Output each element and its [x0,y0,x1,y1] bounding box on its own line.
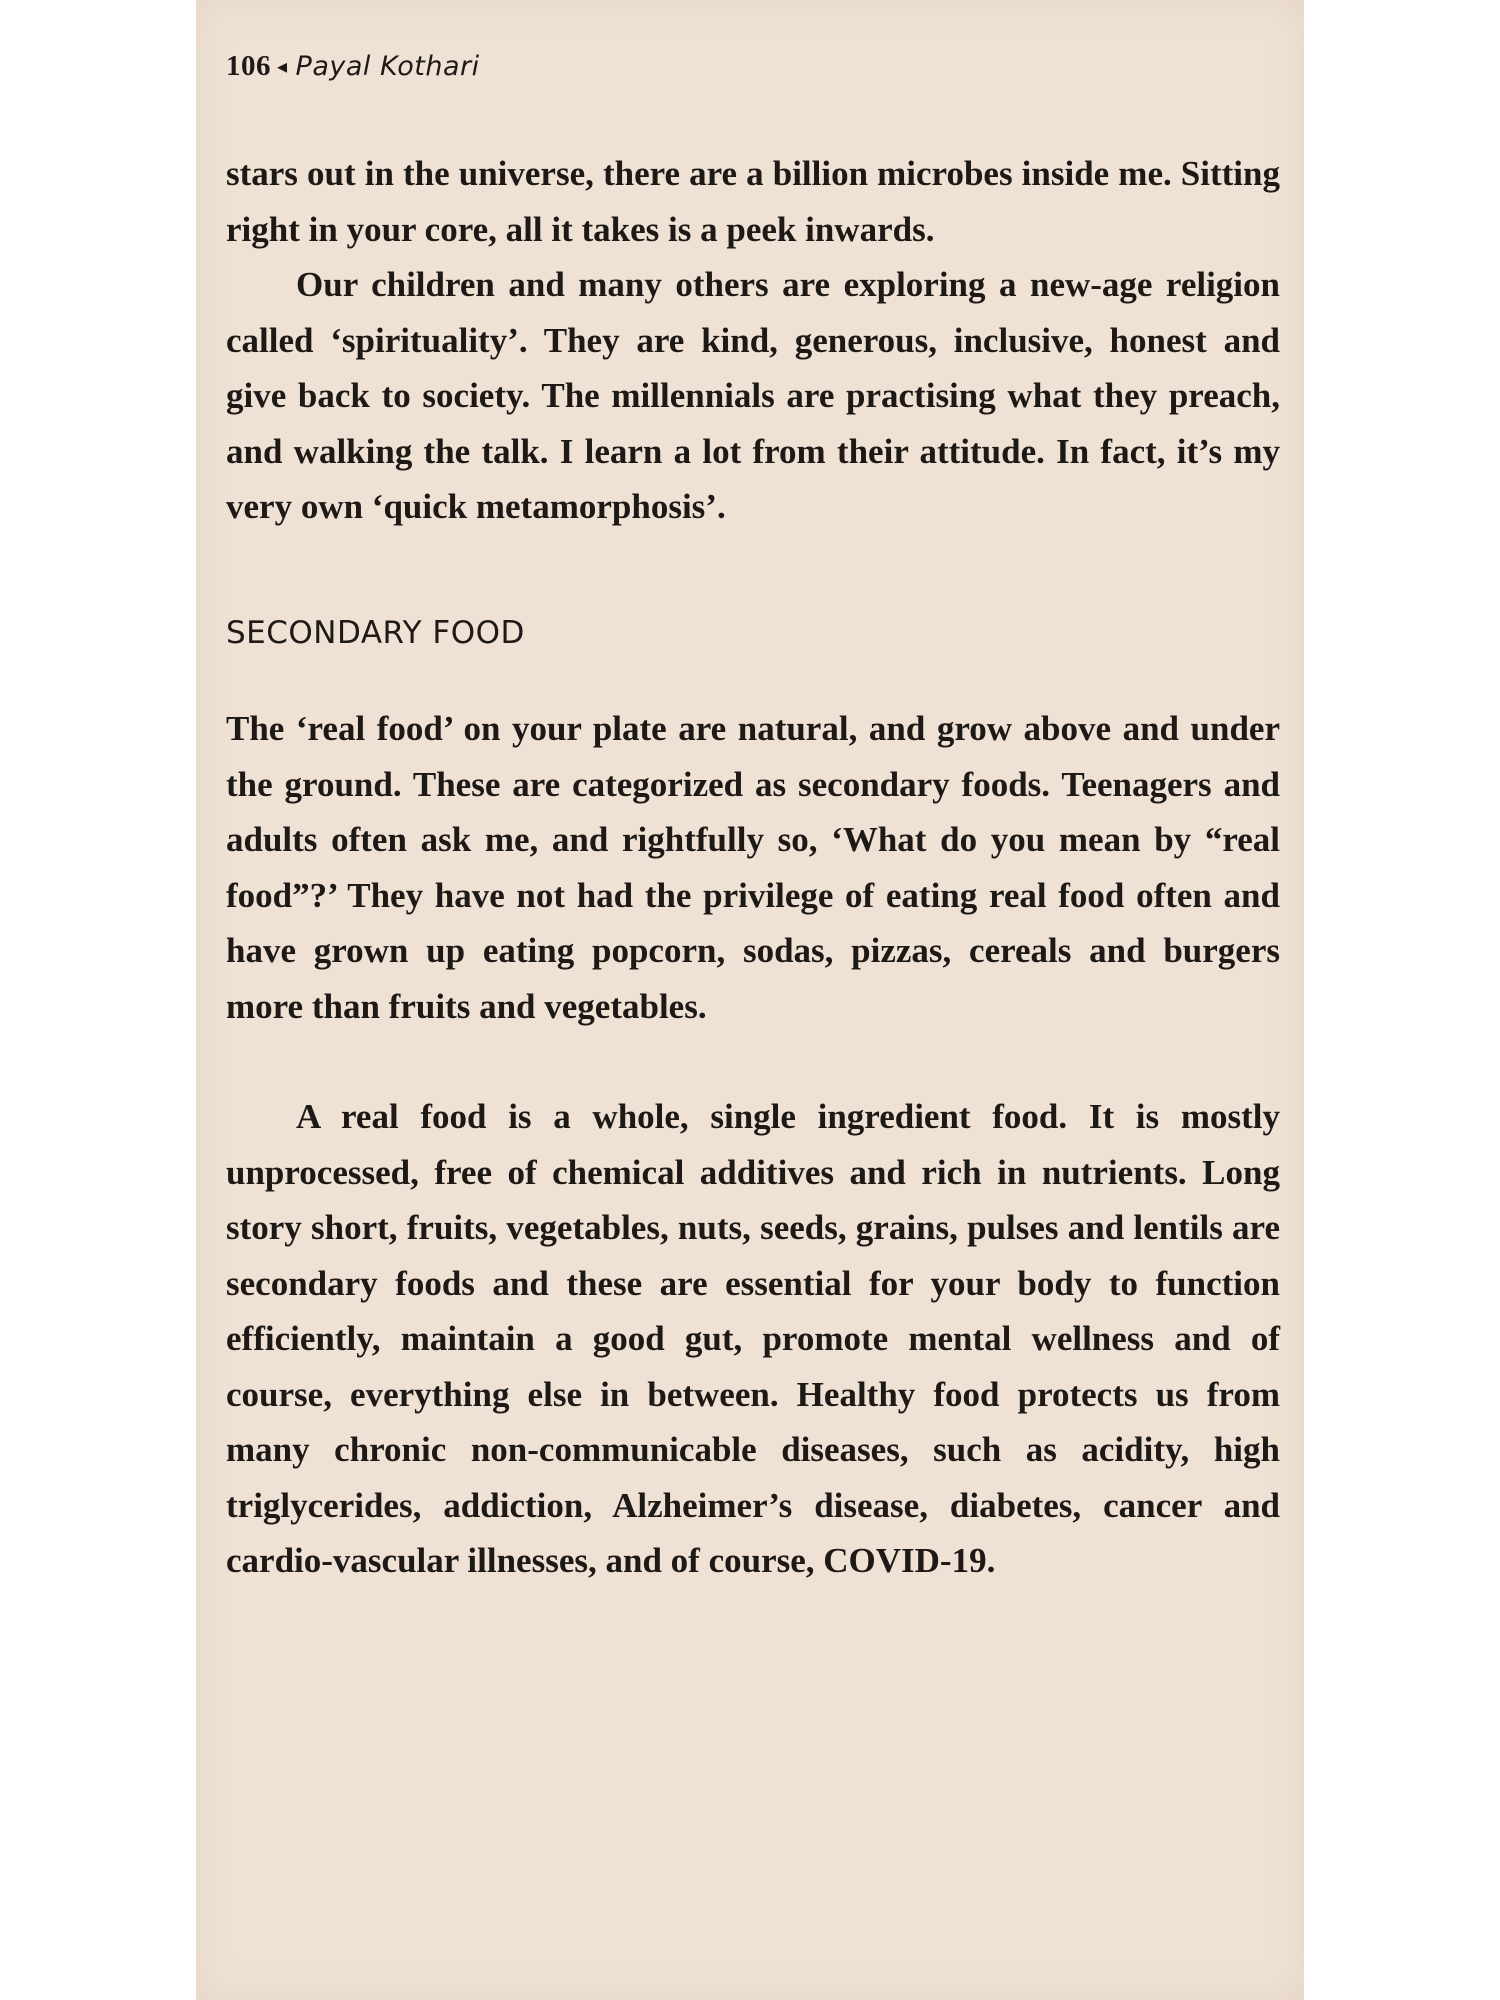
book-page [196,0,1304,2000]
page-number: 106 [226,50,271,82]
running-head [226,50,480,83]
author-name: Payal Kothari [295,51,480,82]
section-heading: SECONDARY FOOD [226,615,525,651]
paragraph-real-food: The ‘real food’ on your plate are natural, and grow above and under the ground. These are categorized as secondary foods. Teenagers and adults often ask me, and rightfully so, ‘What do you mean by “real food”?’ They have not had the privilege of eating real food often and have grown up eating popcorn, sodas, pizzas, cereals and burgers more than fruits and vegetables. [226,709,1280,1026]
paragraph-whole-food: A real food is a whole, single ingredient food. It is mostly unprocessed, free of chemical additives and rich in nutrients. Long story short, fruits, vegetables, nuts, seeds, grains, pulses and lentils are secondary foods and these are essential for your body to function efficiently, maintain a good gut, promote mental wellness and of course, everything else in between. Healthy food protects us from many chronic non-communicable diseases, such as acidity, high triglycerides, addiction, Alzheimer’s disease, diabetes, cancer and cardio-vascular illnesses, and of course, COVID-19. [226,1097,1280,1580]
paragraph-spirituality: Our children and many others are exploring a new-age religion called ‘spirituality’. They are kind, generous, inclusive, honest and give back to society. The millennials are practising what they preach, and walking the talk. I learn a lot from their attitude. In fact, it’s my very own ‘quick metamorphosis’. [226,265,1280,526]
left-arrow-icon: ◂ [277,54,288,78]
paragraph-continued: stars out in the universe, there are a billion microbes inside me. Sitting right in your core, all it takes is a peek inwards. [226,154,1280,249]
